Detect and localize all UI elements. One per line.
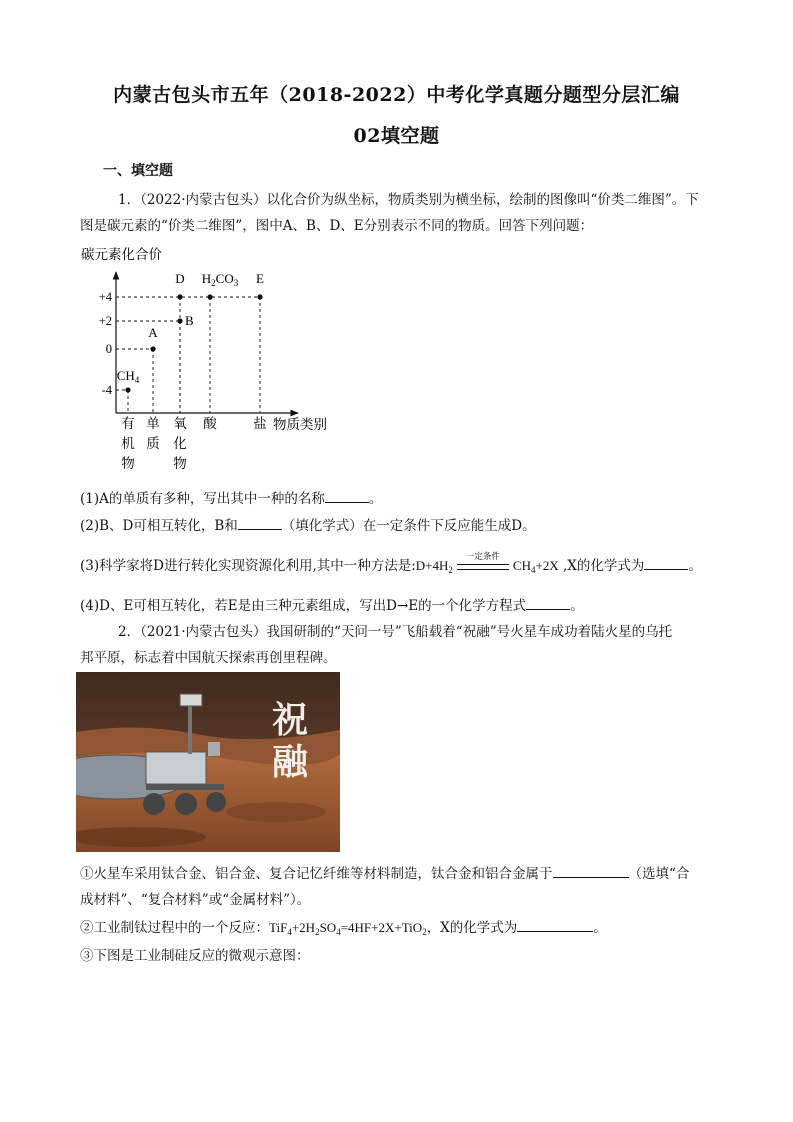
data-point-d xyxy=(177,294,182,299)
answer-blank-q1-4[interactable] xyxy=(526,597,570,610)
data-point-e xyxy=(257,294,262,299)
data-point-b xyxy=(177,318,182,323)
answer-blank-q1-1[interactable] xyxy=(325,490,369,503)
q2-part1-line2: 成材料”、“复合材料”或“金属材料”）。 xyxy=(80,892,311,908)
q1-part3: (3)科学家将D进行转化实现资源化利用,其中一种方法是$:D+4H_2$ 一定条件 $CH_4+2X$ ,X的化学式为 。 xyxy=(80,552,702,575)
answer-blank-q2-2[interactable] xyxy=(517,919,593,932)
x-category-label: 有 xyxy=(121,416,135,431)
x-category-label: 机 xyxy=(121,436,135,451)
q2-stem-line2: 邦平原，标志着中国航天探索再创里程碑。 xyxy=(80,650,337,666)
reaction-condition-arrow: 一定条件 xyxy=(457,561,509,570)
data-point-h2co3 xyxy=(207,294,212,299)
q2-part3: ③下图是工业制硅反应的微观示意图： xyxy=(80,948,310,964)
y-tick-label: +4 xyxy=(98,290,112,304)
point-label: $CH_4$ xyxy=(116,368,140,385)
image-caption-text: 祝 xyxy=(271,700,309,741)
q1-part4: (4)D、E可相互转化，若E是由三种元素组成，写出D→E的一个化学方程式 。 xyxy=(80,598,584,614)
point-label: A xyxy=(148,325,158,340)
x-category-label: 化 xyxy=(173,436,187,451)
data-point-ch4 xyxy=(125,387,130,392)
q2-stem-text: 我国研制的“天问一号”飞船载着“祝融”号火星车成功着陆火星的乌托 xyxy=(266,624,673,640)
q1-part2: (2)B、D可相互转化，B和 （填化学式）在一定条件下反应能生成D。 xyxy=(80,518,536,534)
x-category-label: 氧 xyxy=(173,416,187,431)
x-category-label: 物 xyxy=(121,456,135,471)
answer-blank-q1-2[interactable] xyxy=(238,517,282,530)
x-category-label: 物 xyxy=(173,456,187,471)
q2-source: （2021·内蒙古包头） xyxy=(140,624,267,640)
x-axis-label: 物质类别 xyxy=(273,417,327,432)
y-axis-label: 碳元素化合价 xyxy=(81,247,162,262)
q2-number: 2． xyxy=(118,624,141,640)
point-label: B xyxy=(185,313,194,328)
q1-stem-line2: 图是碳元素的“价类二维图”，图中A、B、D、E分别表示不同的物质。回答下列问题： xyxy=(80,218,594,234)
q2-part2: ②工业制钛过程中的一个反应：$TiF_4+2H_2SO_4=4HF+2X+TiO_2$，X的化学式为 。 xyxy=(80,920,607,937)
y-tick-label: +2 xyxy=(98,314,112,328)
q1-part1: (1)A的单质有多种，写出其中一种的名称 。 xyxy=(80,491,383,507)
document-subtitle: 02填空题 xyxy=(353,125,440,147)
point-label: D xyxy=(175,271,185,286)
q1-stem-text: 以化合价为纵坐标，物质类别为横坐标，绘制的图像叫“价类二维图”。下 xyxy=(266,192,699,208)
document-title: 内蒙古包头市五年（2018-2022）中考化学真题分题型分层汇编 xyxy=(113,84,680,106)
x-category-label: 单 xyxy=(146,416,160,431)
data-point-a xyxy=(150,346,155,351)
q2-stem-line1 xyxy=(118,620,672,640)
answer-blank-q1-3[interactable] xyxy=(644,557,688,570)
x-category-label: 质 xyxy=(146,436,160,451)
mars-rover-image xyxy=(76,672,340,852)
q1-source: （2022·内蒙古包头） xyxy=(140,192,267,208)
mars-rover-illustration xyxy=(76,672,340,852)
answer-blank-q2-1[interactable] xyxy=(553,865,629,878)
q1-stem-line1 xyxy=(118,188,699,208)
x-category-label: 盐 xyxy=(253,416,267,431)
y-tick-label: -4 xyxy=(101,383,112,397)
q1-number: 1． xyxy=(118,192,141,208)
point-label: $H_2CO_3$ xyxy=(201,271,239,288)
y-tick-label: 0 xyxy=(105,342,112,356)
q2-part1-line1: ①火星车采用钛合金、铝合金、复合记忆纤维等材料制造，钛合金和铝合金属于 （选填“合 xyxy=(80,866,690,882)
section-heading: 一、填空题 xyxy=(103,163,173,179)
point-label: E xyxy=(256,271,264,286)
image-caption-text-2: 融 xyxy=(271,742,309,783)
valence-category-chart xyxy=(76,242,356,477)
x-category-label: 酸 xyxy=(203,416,217,431)
titanium-equation: $TiF_4+2H_2SO_4=4HF+2X+TiO_2$ xyxy=(269,920,427,937)
